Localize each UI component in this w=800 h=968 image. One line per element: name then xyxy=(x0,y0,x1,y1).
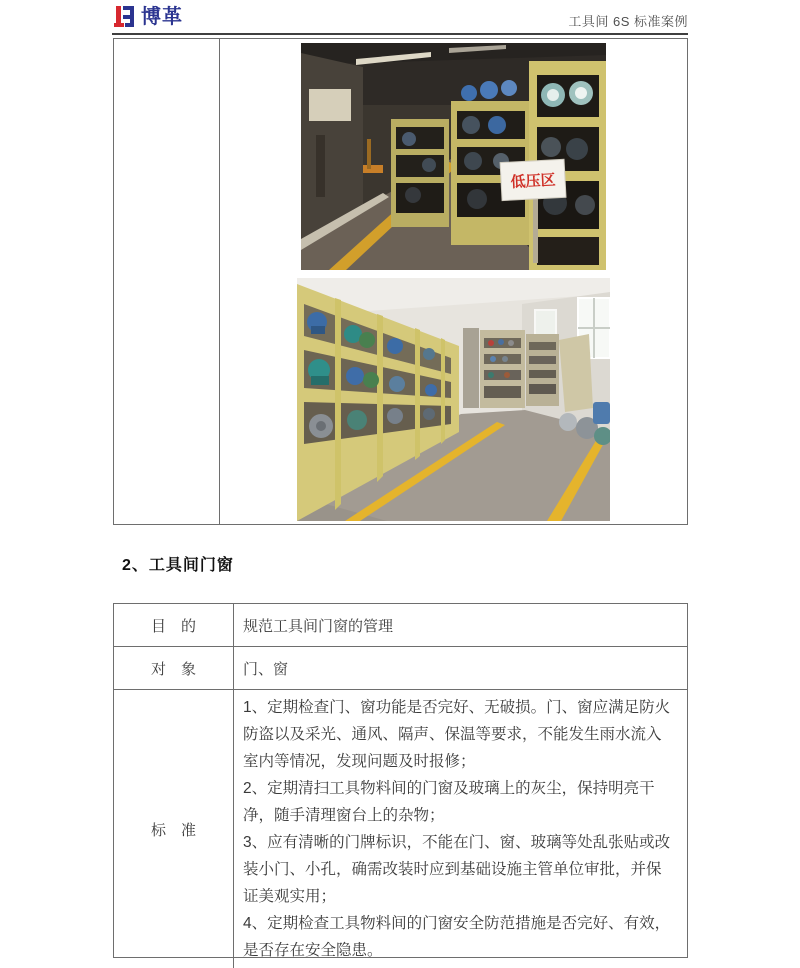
brand-logo-text: 博革 xyxy=(141,6,183,28)
row-content-standard xyxy=(234,690,687,968)
table-row-standard xyxy=(114,690,687,957)
header-divider xyxy=(112,33,688,35)
photo-table xyxy=(113,38,688,525)
photo-storeroom-motors xyxy=(297,278,610,521)
row-label-object: 对 象 xyxy=(114,647,234,689)
row-label-purpose: 目 的 xyxy=(114,604,234,646)
standard-item-4: 4、定期检查工具物料间的门窗安全防范措施是否完好、有效，是否存在安全隐患。 xyxy=(243,915,671,959)
row-content-purpose: 规范工具间门窗的管理 xyxy=(243,617,394,635)
table-row-object xyxy=(114,647,687,690)
photo-warehouse-shelves-image xyxy=(301,43,606,270)
photo-warehouse-shelves xyxy=(301,43,606,270)
row-content-object: 门、窗 xyxy=(243,660,289,678)
spec-table xyxy=(113,603,688,958)
row-label-standard: 标 准 xyxy=(114,690,234,968)
section-heading: 2、工具间门窗 xyxy=(122,557,234,574)
standard-item-3: 3、应有清晰的门牌标识，不能在门、窗、玻璃等处乱张贴或改装小门、小孔，确需改装时应到基础设施主管单位审批，并保证美观实用； xyxy=(243,834,671,905)
standard-item-1: 1、定期检查门、窗功能是否完好、无破损。门、窗应满足防火防盗以及采光、通风、隔声、保温等要求，不能发生雨水流入室内等情况，发现问题及时报修； xyxy=(243,699,671,770)
photo-table-label-cell xyxy=(114,39,220,524)
photo-storeroom-motors-image xyxy=(297,278,610,521)
document-title: 工具间 6S 标准案例 xyxy=(568,14,688,29)
photo-table-content-cell xyxy=(220,39,687,524)
table-row-purpose xyxy=(114,604,687,647)
standard-item-2: 2、定期清扫工具物料间的门窗及玻璃上的灰尘，保持明亮干净，随手清理窗台上的杂物； xyxy=(243,780,655,824)
low-pressure-sign-text: 低压区 xyxy=(510,171,557,192)
